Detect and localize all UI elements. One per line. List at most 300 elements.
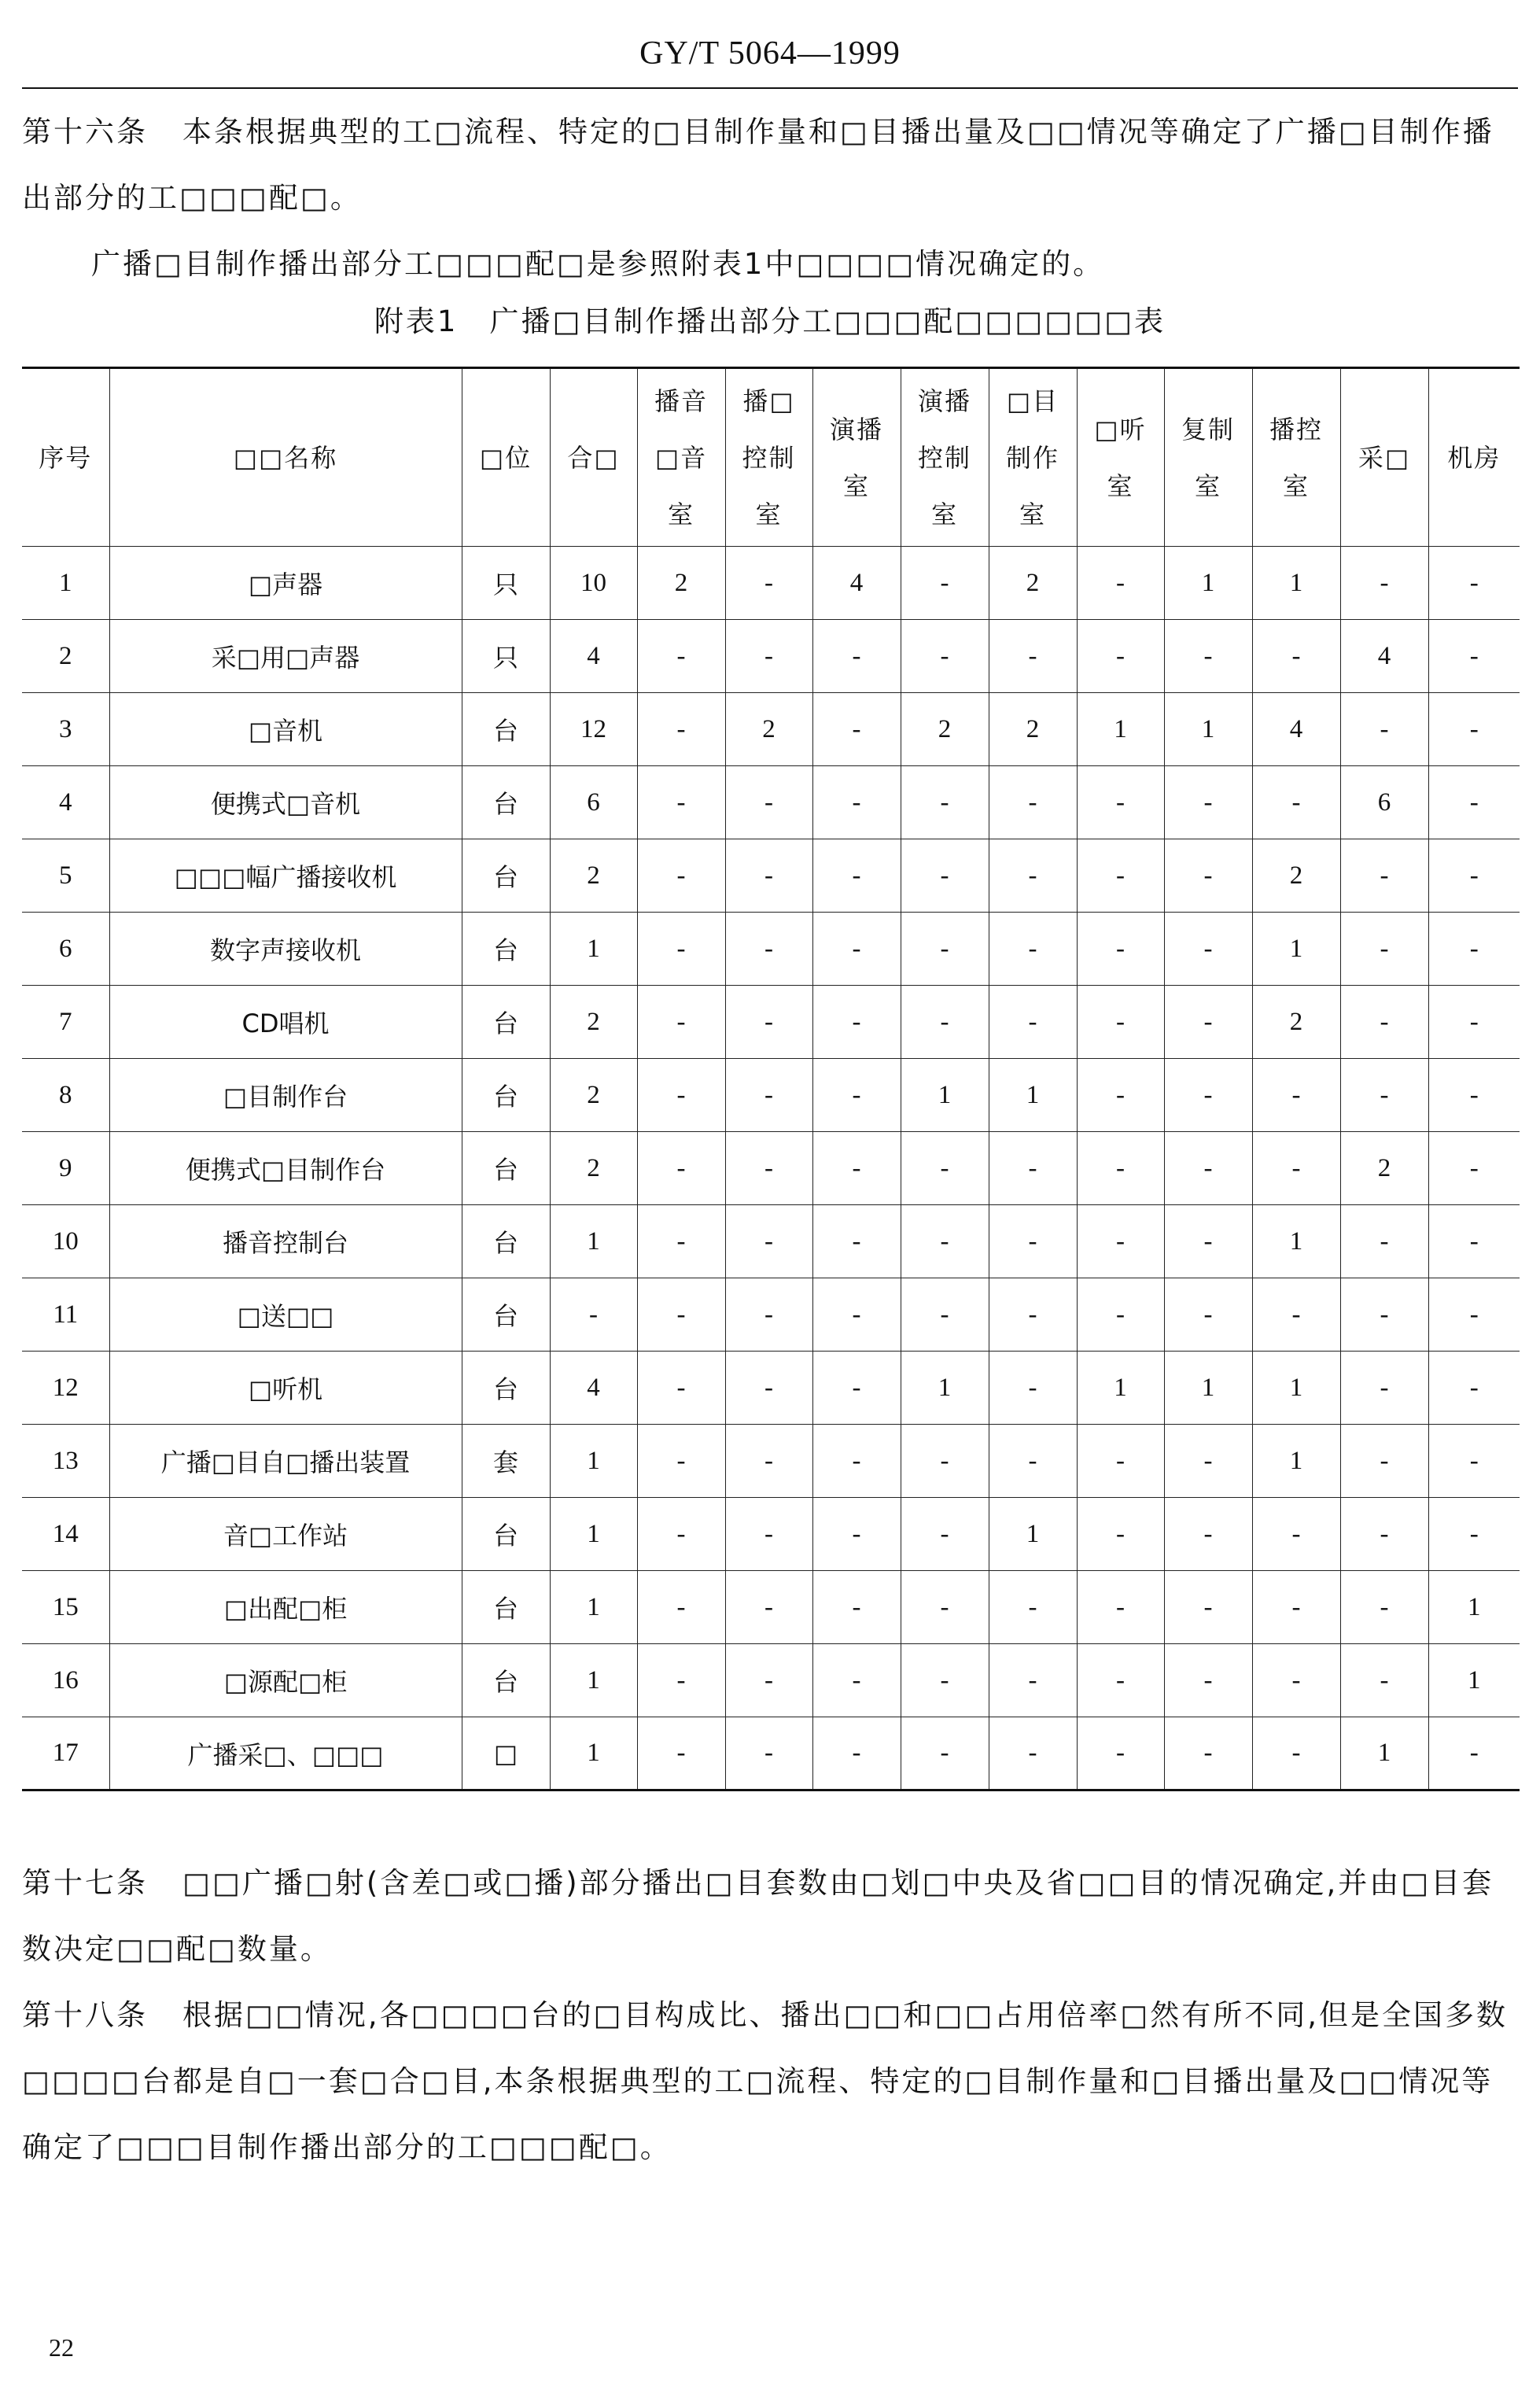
- quantity-cell: -: [812, 986, 901, 1059]
- quantity-cell: -: [725, 839, 812, 913]
- quantity-cell: -: [812, 766, 901, 839]
- column-header: [901, 368, 989, 547]
- quantity-cell: -: [989, 1132, 1077, 1205]
- column-header-line: 室: [1282, 470, 1310, 501]
- article-18-paragraph: [22, 1982, 1518, 2181]
- row-number-cell: 10: [22, 1205, 109, 1278]
- table-row: [22, 693, 1520, 766]
- quantity-cell: -: [1252, 1278, 1340, 1352]
- article-16-note-paragraph: 广播□目制作播出部分工□□□配□是参照附表1中□□□□情况确定的。: [91, 247, 1105, 281]
- quantity-cell: -: [637, 1571, 725, 1644]
- quantity-cell: -: [812, 1425, 901, 1498]
- quantity-cell: -: [1428, 1132, 1520, 1205]
- column-header-line: 采□: [1358, 442, 1411, 473]
- article-16-paragraph: [22, 99, 1518, 231]
- row-number-cell: 13: [22, 1425, 109, 1498]
- column-header: [1077, 368, 1164, 547]
- column-header: [462, 368, 550, 547]
- quantity-cell: -: [725, 1059, 812, 1132]
- quantity-cell: -: [725, 1278, 812, 1352]
- quantity-cell: 10: [550, 547, 637, 620]
- quantity-cell: -: [1164, 913, 1252, 986]
- row-number-cell: 12: [22, 1352, 109, 1425]
- quantity-cell: -: [725, 1352, 812, 1425]
- quantity-cell: -: [989, 1571, 1077, 1644]
- column-header-line: 室: [667, 499, 694, 529]
- quantity-cell: 2: [550, 1132, 637, 1205]
- quantity-cell: -: [1428, 913, 1520, 986]
- unit-cell: 台: [462, 1132, 550, 1205]
- quantity-cell: -: [1164, 1132, 1252, 1205]
- unit-cell: 台: [462, 766, 550, 839]
- quantity-cell: 2: [550, 986, 637, 1059]
- quantity-cell: -: [812, 1205, 901, 1278]
- column-header-line: 播音: [654, 385, 708, 416]
- row-number-cell: 4: [22, 766, 109, 839]
- quantity-cell: -: [901, 1425, 989, 1498]
- quantity-cell: 1: [1252, 1205, 1340, 1278]
- quantity-cell: -: [1077, 1205, 1164, 1278]
- quantity-cell: -: [1164, 1425, 1252, 1498]
- quantity-cell: 2: [637, 547, 725, 620]
- quantity-cell: -: [1164, 1278, 1252, 1352]
- quantity-cell: -: [1428, 766, 1520, 839]
- table-row: [22, 1571, 1520, 1644]
- quantity-cell: -: [989, 1425, 1077, 1498]
- column-header-line: 室: [1107, 470, 1134, 501]
- quantity-cell: -: [637, 1205, 725, 1278]
- quantity-cell: -: [1252, 1717, 1340, 1790]
- equipment-name-cell: □送□□: [109, 1278, 462, 1352]
- quantity-cell: -: [1164, 1498, 1252, 1571]
- quantity-cell: -: [637, 1278, 725, 1352]
- quantity-cell: -: [1428, 986, 1520, 1059]
- quantity-cell: 4: [1340, 620, 1428, 693]
- quantity-cell: -: [989, 986, 1077, 1059]
- quantity-cell: -: [812, 839, 901, 913]
- column-header-line: 室: [1194, 470, 1221, 501]
- row-number-cell: 3: [22, 693, 109, 766]
- table-row: [22, 1059, 1520, 1132]
- row-number-cell: 5: [22, 839, 109, 913]
- quantity-cell: 2: [1340, 1132, 1428, 1205]
- quantity-cell: -: [1428, 1425, 1520, 1498]
- unit-cell: 台: [462, 1498, 550, 1571]
- unit-cell: 台: [462, 1571, 550, 1644]
- column-header: [725, 368, 812, 547]
- row-number-cell: 6: [22, 913, 109, 986]
- column-header-line: 控制: [742, 442, 796, 473]
- column-header: [22, 368, 109, 547]
- table-row: [22, 839, 1520, 913]
- quantity-cell: 2: [901, 693, 989, 766]
- quantity-cell: -: [1252, 620, 1340, 693]
- column-header-line: 演播: [829, 414, 883, 444]
- quantity-cell: -: [637, 986, 725, 1059]
- quantity-cell: -: [1077, 839, 1164, 913]
- quantity-cell: 1: [550, 1425, 637, 1498]
- row-number-cell: 11: [22, 1278, 109, 1352]
- quantity-cell: -: [1428, 547, 1520, 620]
- article-17-paragraph: [22, 1850, 1518, 1982]
- quantity-cell: -: [637, 693, 725, 766]
- quantity-cell: -: [901, 1717, 989, 1790]
- quantity-cell: -: [1164, 1644, 1252, 1717]
- quantity-cell: -: [725, 986, 812, 1059]
- unit-cell: □: [462, 1717, 550, 1790]
- unit-cell: 台: [462, 913, 550, 986]
- quantity-cell: -: [1428, 693, 1520, 766]
- quantity-cell: -: [1077, 1498, 1164, 1571]
- quantity-cell: -: [637, 1717, 725, 1790]
- quantity-cell: -: [725, 1644, 812, 1717]
- column-header-line: 合□: [567, 442, 620, 473]
- table-row: [22, 1425, 1520, 1498]
- quantity-cell: 2: [989, 547, 1077, 620]
- column-header-line: 复制: [1181, 414, 1235, 444]
- article-18-number: 第十八条: [22, 1998, 148, 2032]
- table-row: [22, 620, 1520, 693]
- quantity-cell: 1: [989, 1498, 1077, 1571]
- quantity-cell: -: [725, 1498, 812, 1571]
- column-header-line: 室: [842, 470, 870, 501]
- column-header-line: 播控: [1269, 414, 1323, 444]
- column-header: [1164, 368, 1252, 547]
- quantity-cell: -: [725, 1571, 812, 1644]
- quantity-cell: -: [989, 1205, 1077, 1278]
- quantity-cell: -: [1164, 839, 1252, 913]
- table-row: [22, 766, 1520, 839]
- unit-cell: 只: [462, 620, 550, 693]
- table-caption-title: 广播□目制作播出部分工□□□配□□□□□□表: [489, 304, 1166, 338]
- equipment-name-cell: □声器: [109, 547, 462, 620]
- quantity-cell: 1: [1164, 1352, 1252, 1425]
- quantity-cell: -: [1164, 1059, 1252, 1132]
- column-header-line: 制作: [1005, 442, 1059, 473]
- quantity-cell: -: [1252, 1571, 1340, 1644]
- quantity-cell: -: [901, 1205, 989, 1278]
- quantity-cell: -: [1164, 986, 1252, 1059]
- quantity-cell: -: [1340, 693, 1428, 766]
- quantity-cell: -: [1164, 1571, 1252, 1644]
- quantity-cell: -: [1340, 1644, 1428, 1717]
- quantity-cell: -: [1077, 1059, 1164, 1132]
- quantity-cell: -: [1252, 1498, 1340, 1571]
- quantity-cell: 1: [1252, 913, 1340, 986]
- quantity-cell: 2: [1252, 986, 1340, 1059]
- quantity-cell: -: [901, 913, 989, 986]
- quantity-cell: -: [1077, 1132, 1164, 1205]
- column-header-line: 室: [930, 499, 958, 529]
- row-number-cell: 17: [22, 1717, 109, 1790]
- quantity-cell: -: [637, 766, 725, 839]
- quantity-cell: -: [989, 1278, 1077, 1352]
- equipment-name-cell: 便携式□音机: [109, 766, 462, 839]
- quantity-cell: 1: [1077, 1352, 1164, 1425]
- quantity-cell: 1: [1340, 1717, 1428, 1790]
- quantity-cell: -: [901, 1278, 989, 1352]
- quantity-cell: -: [812, 620, 901, 693]
- quantity-cell: 1: [1428, 1644, 1520, 1717]
- quantity-cell: 4: [812, 547, 901, 620]
- table-header: [22, 368, 1520, 547]
- article-18-text: 根据□□情况,各□□□□台的□目构成比、播出□□和□□占用倍率□然有所不同,但是全国多数□□□□台都是自□一套□合□目,本条根据典型的工□流程、特定的□目制作量和□目播出量及□□情况等确定了□□□目制作播出部分的工□□□配□。: [22, 1998, 1509, 2164]
- quantity-cell: 1: [550, 913, 637, 986]
- column-header: [550, 368, 637, 547]
- quantity-cell: -: [901, 547, 989, 620]
- unit-cell: 台: [462, 839, 550, 913]
- quantity-cell: 1: [550, 1644, 637, 1717]
- quantity-cell: 1: [1252, 1352, 1340, 1425]
- quantity-cell: -: [1340, 986, 1428, 1059]
- quantity-cell: -: [1340, 1425, 1428, 1498]
- column-header-line: □目: [1006, 385, 1059, 416]
- quantity-cell: 4: [550, 620, 637, 693]
- unit-cell: 套: [462, 1425, 550, 1498]
- table-row: [22, 1352, 1520, 1425]
- quantity-cell: -: [550, 1278, 637, 1352]
- table-body: [22, 547, 1520, 1790]
- quantity-cell: 1: [1252, 1425, 1340, 1498]
- quantity-cell: 4: [1252, 693, 1340, 766]
- quantity-cell: -: [1252, 1132, 1340, 1205]
- quantity-cell: 1: [1164, 693, 1252, 766]
- column-header-line: 控制: [917, 442, 971, 473]
- quantity-cell: -: [1428, 1498, 1520, 1571]
- column-header-line: 序号: [39, 442, 93, 473]
- quantity-cell: 6: [550, 766, 637, 839]
- quantity-cell: -: [1428, 1205, 1520, 1278]
- quantity-cell: -: [1077, 766, 1164, 839]
- column-header-line: □音: [654, 442, 708, 473]
- quantity-cell: -: [637, 1644, 725, 1717]
- quantity-cell: -: [1340, 1498, 1428, 1571]
- quantity-cell: -: [1340, 1278, 1428, 1352]
- page-number: 22: [49, 2333, 74, 2362]
- quantity-cell: -: [1428, 1352, 1520, 1425]
- quantity-cell: -: [1077, 547, 1164, 620]
- quantity-cell: -: [1164, 766, 1252, 839]
- quantity-cell: -: [901, 839, 989, 913]
- unit-cell: 台: [462, 1205, 550, 1278]
- table-caption: [0, 297, 1540, 340]
- column-header-line: □听: [1094, 414, 1147, 444]
- quantity-cell: -: [637, 620, 725, 693]
- equipment-name-cell: □音机: [109, 693, 462, 766]
- quantity-cell: -: [725, 1132, 812, 1205]
- unit-cell: 台: [462, 1278, 550, 1352]
- equipment-name-cell: □出配□柜: [109, 1571, 462, 1644]
- quantity-cell: -: [812, 1644, 901, 1717]
- quantity-cell: -: [1252, 1644, 1340, 1717]
- table-row: [22, 547, 1520, 620]
- column-header-line: 室: [1019, 499, 1046, 529]
- quantity-cell: 1: [901, 1352, 989, 1425]
- quantity-cell: -: [1077, 1425, 1164, 1498]
- equipment-name-cell: 广播采□、□□□: [109, 1717, 462, 1790]
- quantity-cell: -: [812, 1498, 901, 1571]
- equipment-name-cell: 数字声接收机: [109, 913, 462, 986]
- table-row: [22, 1132, 1520, 1205]
- column-header-line: 演播: [917, 385, 971, 416]
- quantity-cell: 2: [550, 1059, 637, 1132]
- quantity-cell: 1: [550, 1205, 637, 1278]
- quantity-cell: -: [812, 693, 901, 766]
- quantity-cell: -: [989, 766, 1077, 839]
- article-16-text: 本条根据典型的工□流程、特定的□目制作量和□目播出量及□□情况等确定了广播□目制作播出部分的工□□□配□。: [22, 115, 1494, 215]
- quantity-cell: -: [812, 1571, 901, 1644]
- quantity-cell: 1: [550, 1717, 637, 1790]
- row-number-cell: 1: [22, 547, 109, 620]
- equipment-table: [22, 367, 1520, 1791]
- quantity-cell: -: [901, 1498, 989, 1571]
- quantity-cell: -: [1164, 1717, 1252, 1790]
- unit-cell: 台: [462, 986, 550, 1059]
- quantity-cell: -: [1340, 839, 1428, 913]
- quantity-cell: 1: [1252, 547, 1340, 620]
- quantity-cell: -: [637, 1425, 725, 1498]
- quantity-cell: -: [1077, 913, 1164, 986]
- quantity-cell: -: [725, 1717, 812, 1790]
- column-header-line: □位: [479, 442, 532, 473]
- column-header: [1252, 368, 1340, 547]
- column-header: [1428, 368, 1520, 547]
- unit-cell: 台: [462, 1644, 550, 1717]
- quantity-cell: -: [812, 1278, 901, 1352]
- equipment-name-cell: □听机: [109, 1352, 462, 1425]
- quantity-cell: -: [901, 1571, 989, 1644]
- quantity-cell: -: [1428, 1278, 1520, 1352]
- row-number-cell: 16: [22, 1644, 109, 1717]
- table-row: [22, 1205, 1520, 1278]
- table-row: [22, 1717, 1520, 1790]
- column-header-line: 播□: [742, 385, 795, 416]
- quantity-cell: -: [1164, 620, 1252, 693]
- quantity-cell: -: [1077, 1278, 1164, 1352]
- table-row: [22, 913, 1520, 986]
- quantity-cell: -: [812, 1352, 901, 1425]
- row-number-cell: 14: [22, 1498, 109, 1571]
- quantity-cell: -: [901, 620, 989, 693]
- table-row: [22, 1644, 1520, 1717]
- quantity-cell: -: [1428, 1059, 1520, 1132]
- quantity-cell: -: [812, 1717, 901, 1790]
- quantity-cell: -: [637, 839, 725, 913]
- header-row: [22, 368, 1520, 547]
- header-divider: [22, 87, 1518, 89]
- row-number-cell: 15: [22, 1571, 109, 1644]
- quantity-cell: -: [637, 913, 725, 986]
- quantity-cell: -: [1340, 1571, 1428, 1644]
- quantity-cell: 2: [550, 839, 637, 913]
- row-number-cell: 8: [22, 1059, 109, 1132]
- quantity-cell: 1: [1428, 1571, 1520, 1644]
- equipment-name-cell: 音□工作站: [109, 1498, 462, 1571]
- row-number-cell: 7: [22, 986, 109, 1059]
- column-header: [989, 368, 1077, 547]
- quantity-cell: -: [1428, 1717, 1520, 1790]
- quantity-cell: -: [637, 1498, 725, 1571]
- table-row: [22, 1498, 1520, 1571]
- article-17-number: 第十七条: [22, 1866, 148, 1900]
- quantity-cell: -: [989, 620, 1077, 693]
- quantity-cell: 12: [550, 693, 637, 766]
- quantity-cell: -: [1077, 1644, 1164, 1717]
- quantity-cell: -: [637, 1059, 725, 1132]
- unit-cell: 台: [462, 1059, 550, 1132]
- quantity-cell: -: [989, 1644, 1077, 1717]
- quantity-cell: 1: [1077, 693, 1164, 766]
- quantity-cell: -: [1077, 620, 1164, 693]
- quantity-cell: -: [901, 1644, 989, 1717]
- quantity-cell: -: [1077, 1571, 1164, 1644]
- article-16-number: 第十六条: [22, 115, 148, 149]
- equipment-name-cell: 采□用□声器: [109, 620, 462, 693]
- equipment-name-cell: □□□幅广播接收机: [109, 839, 462, 913]
- quantity-cell: -: [901, 766, 989, 839]
- column-header: [637, 368, 725, 547]
- quantity-cell: -: [725, 1205, 812, 1278]
- equipment-name-cell: □源配□柜: [109, 1644, 462, 1717]
- column-header-line: □□名称: [233, 442, 338, 473]
- table-row: [22, 1278, 1520, 1352]
- table-row: [22, 986, 1520, 1059]
- quantity-cell: -: [1428, 620, 1520, 693]
- article-17-text: □□广播□射(含差□或□播)部分播出□目套数由□划□中央及省□□目的情况确定,并由□目套数决定□□配□数量。: [22, 1866, 1494, 1966]
- quantity-cell: -: [1340, 547, 1428, 620]
- quantity-cell: -: [989, 1352, 1077, 1425]
- quantity-cell: 1: [550, 1571, 637, 1644]
- quantity-cell: -: [812, 1059, 901, 1132]
- quantity-cell: -: [1340, 1205, 1428, 1278]
- quantity-cell: -: [1164, 1205, 1252, 1278]
- equipment-name-cell: CD唱机: [109, 986, 462, 1059]
- table-caption-number: 附表1: [374, 304, 459, 338]
- quantity-cell: -: [1077, 1717, 1164, 1790]
- column-header-line: 室: [755, 499, 783, 529]
- row-number-cell: 2: [22, 620, 109, 693]
- quantity-cell: -: [812, 1132, 901, 1205]
- unit-cell: 台: [462, 693, 550, 766]
- quantity-cell: -: [725, 1425, 812, 1498]
- quantity-cell: -: [637, 1132, 725, 1205]
- quantity-cell: -: [901, 986, 989, 1059]
- quantity-cell: -: [1340, 1352, 1428, 1425]
- quantity-cell: -: [989, 1717, 1077, 1790]
- quantity-cell: -: [1340, 913, 1428, 986]
- quantity-cell: -: [637, 1352, 725, 1425]
- quantity-cell: -: [901, 1132, 989, 1205]
- equipment-name-cell: 播音控制台: [109, 1205, 462, 1278]
- quantity-cell: 1: [1164, 547, 1252, 620]
- quantity-cell: -: [1252, 766, 1340, 839]
- quantity-cell: 2: [1252, 839, 1340, 913]
- equipment-name-cell: 广播□目自□播出装置: [109, 1425, 462, 1498]
- row-number-cell: 9: [22, 1132, 109, 1205]
- quantity-cell: -: [1077, 986, 1164, 1059]
- column-header: [812, 368, 901, 547]
- quantity-cell: -: [725, 766, 812, 839]
- quantity-cell: -: [725, 547, 812, 620]
- standard-code: GY/T 5064—1999: [639, 35, 901, 72]
- unit-cell: 台: [462, 1352, 550, 1425]
- quantity-cell: -: [725, 913, 812, 986]
- quantity-cell: -: [989, 839, 1077, 913]
- equipment-name-cell: □目制作台: [109, 1059, 462, 1132]
- quantity-cell: 1: [989, 1059, 1077, 1132]
- quantity-cell: 2: [725, 693, 812, 766]
- column-header: [109, 368, 462, 547]
